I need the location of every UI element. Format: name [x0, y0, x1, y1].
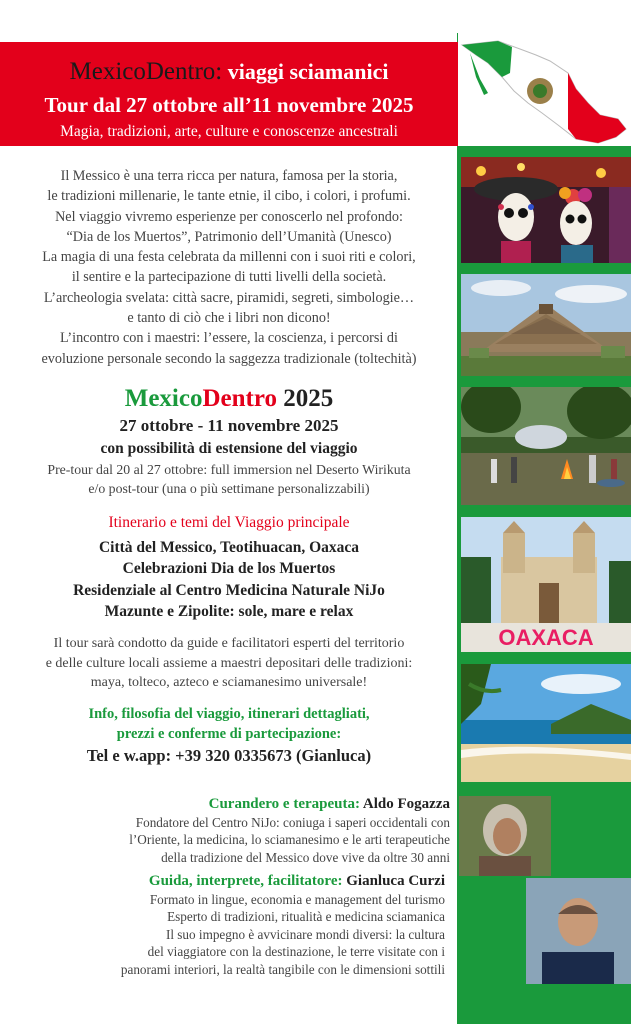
header-banner [0, 42, 458, 146]
itinerary-title: Itinerario e temi del Viaggio principale [108, 514, 350, 531]
bio-line: della tradizione del Messico dove vive da oltre 30 anni [161, 849, 450, 865]
edition-dates: 27 ottobre - 11 novembre 2025 [119, 416, 339, 435]
bio-line: Formato in lingue, economia e management del turismo [149, 891, 445, 907]
contact-info-line2: prezzi e conferme di partecipazione: [116, 726, 342, 742]
photo-mazunte-beach [461, 664, 631, 782]
tour-dates: Tour dal 27 ottobre all’11 novembre 2025 [44, 93, 414, 117]
guides-line: e delle culture locali assieme a maestri depositari delle tradizioni: [45, 655, 413, 671]
bio-heading: Curandero e terapeuta: Aldo Fogazza [208, 796, 450, 812]
edition-extension: con possibilità di estensione del viaggio [100, 440, 358, 457]
brand-mexico: Mexico [124, 385, 203, 412]
bio-line: Fondatore del Centro NiJo: coniuga i saperi occidentali con [135, 814, 450, 830]
guides-line: maya, tolteco, azteco e sciamanesimo universale! [90, 675, 368, 690]
photo-dia-de-los-muertos [461, 157, 631, 263]
guides-paragraph [0, 634, 458, 693]
header-subtitle: viaggi sciamanici [222, 59, 389, 84]
intro-line: e tanto di ciò che i libri non dicono! [127, 310, 331, 327]
itinerary-item: Celebrazioni Dia de los Muertos [122, 560, 336, 578]
photo-ceremony-fire [461, 387, 631, 505]
contact-phone[interactable]: Tel e w.app: +39 320 0335673 (Gianluca) [86, 746, 372, 765]
brand-dentro: Dentro [202, 385, 277, 412]
bio-heading: Guida, interprete, facilitatore: Gianluca Curzi [148, 873, 445, 889]
bio-line: del viaggiatore con la destinazione, le terre visitate con i [147, 944, 445, 959]
itinerary-item: Città del Messico, Teotihuacan, Oaxaca [98, 539, 360, 556]
intro-line: La magia di una festa celebrata da millenni con i suoi riti e colori, [42, 249, 416, 266]
posttour-line: e/o post-tour (una o più settimane personalizzabili) [88, 481, 370, 496]
tagline: Magia, tradizioni, arte, culture e conoscenze ancestrali [60, 123, 398, 140]
bio-line: Esperto di tradizioni, ritualità e medicina sciamanica [167, 909, 445, 924]
intro-line: Il Messico è una terra ricca per natura, famosa per la storia, [60, 168, 398, 184]
edition-title [0, 385, 458, 413]
bio-line: panorami interiori, la realtà tangibile con le dimensioni sottili [120, 961, 445, 977]
itinerary-list [0, 537, 458, 622]
bio-aldo-fogazza [0, 796, 450, 866]
edition-year: 2025 [277, 385, 334, 412]
intro-paragraph [0, 166, 458, 369]
photo-oaxaca-church [461, 517, 631, 652]
itinerary-item: Residenziale al Centro Medicina Naturale NiJo [73, 581, 385, 599]
intro-line: Nel viaggio vivremo esperienze per conoscerlo nel profondo: [55, 208, 403, 225]
photo-teotihuacan-pyramid [461, 274, 631, 376]
intro-line: evoluzione personale secondo la saggezza tradizionale (toltechità) [41, 350, 417, 367]
brand-name: MexicoDentro: [69, 58, 223, 85]
guides-line: Il tour sarà condotto da guide e facilitatori esperti del territorio [53, 636, 405, 651]
bio-line: Il suo impegno è avvicinare mondi diversi: la cultura [165, 926, 445, 942]
portrait-gianluca-curzi [526, 878, 631, 984]
mexico-flag-map [458, 33, 631, 146]
intro-line: “Dia de los Muertos”, Patrimonio dell’Umanità (Unesco) [66, 228, 392, 245]
portrait-aldo-fogazza [459, 796, 551, 876]
intro-line: il sentire e la partecipazione di tutti livelli della società. [71, 269, 387, 286]
intro-line: L’archeologia svelata: città sacre, piramidi, segreti, simbologie… [43, 289, 415, 306]
intro-line: le tradizioni millenarie, le tante etnie, il cibo, i colori, i profumi. [47, 188, 411, 205]
top-white-corner [457, 0, 631, 33]
bio-gianluca-curzi [0, 873, 445, 978]
header-title [0, 58, 458, 86]
pretour-line: Pre-tour dal 20 al 27 ottobre: full immersion nel Deserto Wirikuta [47, 462, 411, 477]
oaxaca-sign-text: OAXACA [498, 625, 594, 650]
bio-line: l’Oriente, la medicina, lo sciamanesimo e le arti terapeutiche [129, 832, 450, 847]
itinerary-item: Mazunte e Zipolite: sole, mare e relax [104, 602, 354, 620]
contact-info-line1: Info, filosofia del viaggio, itinerari dettagliati, [88, 706, 370, 722]
intro-line: L’incontro con i maestri: l’essere, la coscienza, i percorsi di [60, 330, 398, 347]
